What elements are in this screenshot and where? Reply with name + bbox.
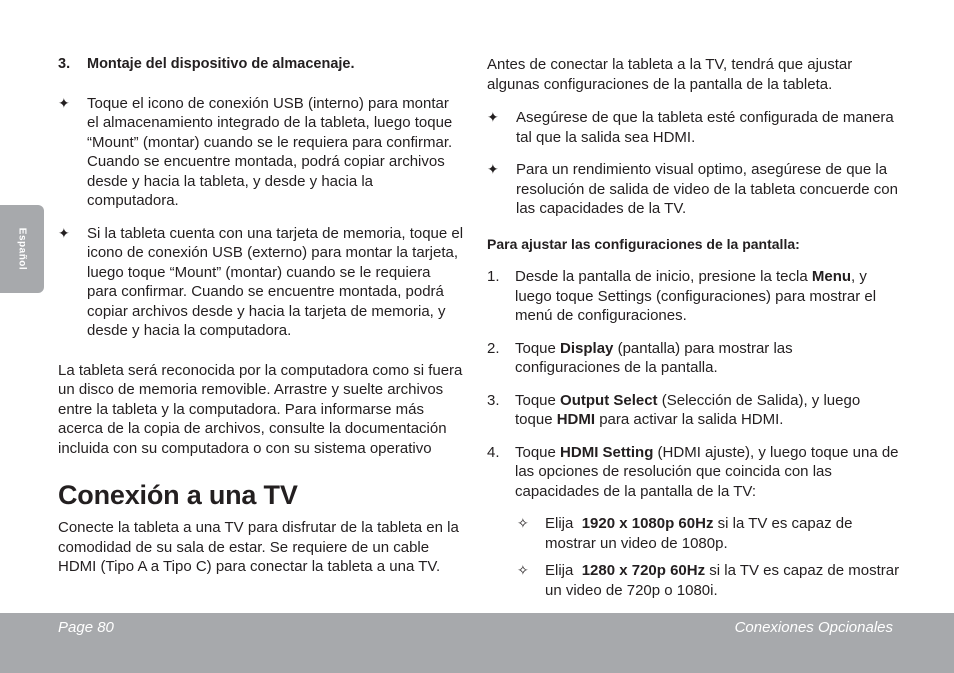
- bullet-text: Toque el icono de conexión USB (interno) para montar el almacenamiento integrado de la tableta, luego toque “Mount” (montar) cuando se le requiera para confirmar. Cuando se encuentre montada, podrá copiar archivos desde y hacia la tableta, y desde y hacia la computadora.: [87, 94, 453, 209]
- bullet-text: Para un rendimiento visual optimo, asegúrese de que la resolución de salida de video de la tableta concuerde con las capacidades de la TV.: [516, 161, 898, 217]
- step-text-pre: Toque: [515, 339, 561, 357]
- bullet-item: [487, 160, 901, 219]
- step-text-post: , y luego toque Settings (configuraciones) para mostrar el menú de configuraciones.: [515, 268, 877, 324]
- outline-star-bullet-icon: ✧: [517, 515, 529, 531]
- star-bullet-icon: ✦: [58, 224, 70, 241]
- right-column: [487, 55, 901, 608]
- section-heading-tv: Conexión a una TV: [58, 480, 298, 510]
- bullet-item: [58, 224, 464, 341]
- step-keyword: Output Select: [560, 391, 658, 409]
- step-number: 4.: [487, 443, 500, 461]
- section-heading-3: [58, 55, 464, 75]
- step-text-post: (pantalla) para mostrar las configuraciones de la pantalla.: [515, 339, 793, 376]
- section-number: 3.: [58, 56, 71, 72]
- option-text-pre: Elija: [545, 515, 582, 532]
- step-item: [487, 267, 901, 326]
- star-bullet-icon: ✦: [487, 109, 499, 125]
- step-text-post: para activar la salida HDMI.: [595, 411, 784, 428]
- bullet-text: Asegúrese de que la tableta esté configurada de manera tal que la salida sea HDMI.: [516, 109, 894, 146]
- option-text-post: si la TV es capaz de mostrar un video de 720p o 1080i.: [545, 562, 900, 599]
- page-footer: [0, 613, 954, 673]
- star-bullet-icon: ✦: [487, 161, 499, 177]
- step-number: 3.: [487, 391, 500, 409]
- right-intro-paragraph: Antes de conectar la tableta a la TV, tendrá que ajustar algunas configuraciones de la pantalla de la tableta.: [487, 56, 853, 93]
- step-text-mid: (Selección de Salida), y luego toque: [515, 391, 861, 428]
- language-tab: [0, 205, 44, 293]
- option-text-pre: Elija: [545, 562, 582, 579]
- step-text-pre: Toque: [515, 391, 561, 409]
- step-text-post: (HDMI ajuste), y luego toque una de las opciones de resolución que coincida con las capacidades de la pantalla de la TV:: [515, 443, 899, 500]
- step-item: [487, 339, 901, 378]
- step-item: [487, 443, 901, 502]
- bullet-item: [487, 108, 901, 147]
- option-resolution: 1280 x 720p 60Hz: [581, 562, 706, 579]
- outline-star-bullet-icon: ✧: [517, 562, 529, 578]
- section-name: Conexiones Opcionales: [734, 619, 893, 636]
- star-bullet-icon: ✦: [58, 94, 70, 111]
- page-number: Page 80: [58, 619, 114, 636]
- bullet-text: Si la tableta cuenta con una tarjeta de memoria, toque el icono de conexión USB (externo) para montar la tarjeta, luego toque “Mount” (montar) cuando se le requiera para confirmar. Cuando se encuentre montada, podrá copiar archivos desde y hacia la tarjeta de memoria, y desde y hacia la computadora.: [87, 224, 464, 339]
- display-settings-subheading: Para ajustar las configuraciones de la pantalla:: [487, 235, 800, 252]
- body-paragraph: La tableta será reconocida por la computadora como si fuera un disco de memoria removible. Arrastre y suelte archivos entre la tableta y la computadora. Para informarse más acerca de la copia de archivos, consulte la documentación incluida con su computadora o con su sistema operativo: [58, 361, 463, 457]
- step-keyword: HDMI: [556, 411, 596, 428]
- language-tab-label: Español: [16, 227, 28, 271]
- step-keyword: HDMI Setting: [560, 443, 654, 461]
- step-text-pre: Desde la pantalla de inicio, presione la tecla: [515, 268, 812, 285]
- step-keyword: Display: [560, 339, 614, 357]
- step-keyword: Menu: [811, 268, 852, 285]
- option-text-post: si la TV es capaz de mostrar un video de 1080p.: [545, 515, 853, 552]
- left-column: [58, 55, 464, 577]
- tv-intro-paragraph: Conecte la tableta a una TV para disfrutar de la tableta en la comodidad de su sala de estar. Se requiere de un cable HDMI (Tipo A a Tipo C) para conectar la tableta a una TV.: [58, 519, 459, 575]
- section-title: Montaje del dispositivo de almacenaje.: [87, 56, 355, 72]
- step-item: [487, 391, 901, 430]
- resolution-option: [487, 514, 901, 553]
- step-text-pre: Toque: [515, 443, 561, 461]
- step-number: 1.: [487, 268, 500, 285]
- resolution-option: [487, 561, 901, 600]
- step-number: 2.: [487, 339, 500, 357]
- option-resolution: 1920 x 1080p 60Hz: [581, 515, 714, 532]
- bullet-item: [58, 94, 464, 211]
